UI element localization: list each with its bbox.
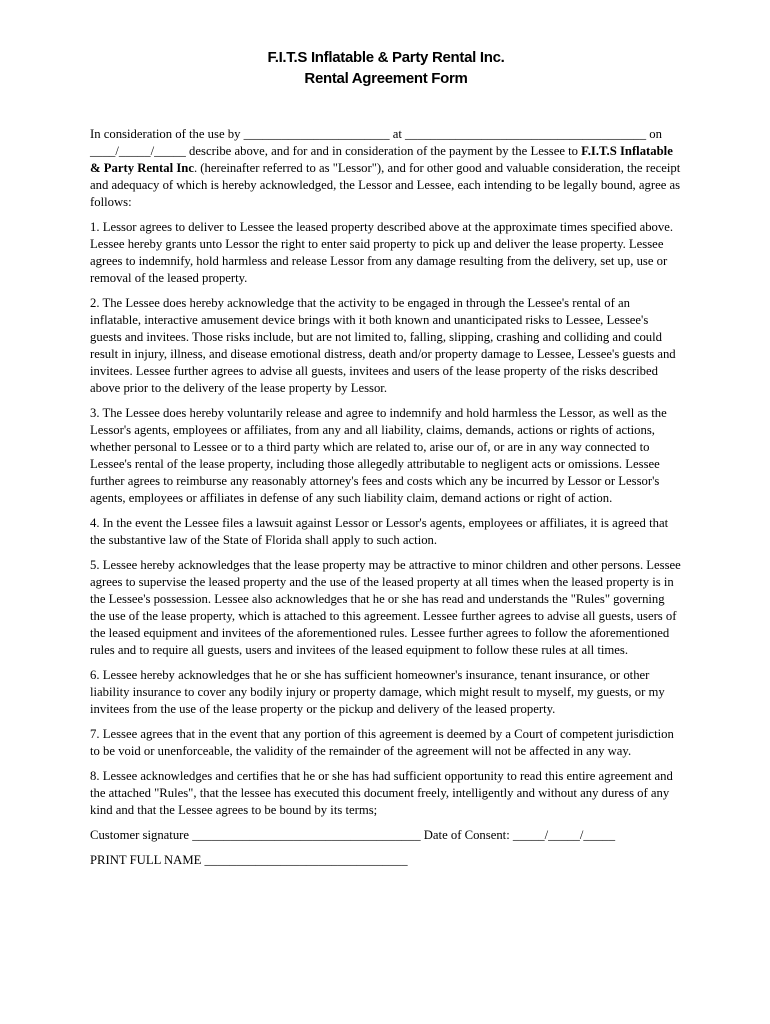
clause-2-paragraph: 2. The Lessee does hereby acknowledge that the activity to be engaged in through the Lessee's rental of an inflatable, interactive amusement device brings with it both known and unanticipated risks to Lessee, Lessee's guests and invitees. Those risks include, but are not limited to, falling, slipping, crashing and colliding and could result in injury, illness, and disease emotional distress, death and/or property damage to Lessee, Lessee's guests and invitees. Lessee further agrees to advise all guests, invitees and users of the lease property of the risks described above prior to the delivery of the lease property by Lessor. (90, 296, 676, 395)
clause-1-paragraph: 1. Lessor agrees to deliver to Lessee the leased property described above at the approximate times specified above. Lessee hereby grants unto Lessor the right to enter said property to pick up and deliver the lease property. Lessee agrees to indemnify, hold harmless and release Lessor from any damage resulting from the delivery, set up, use or removal of the leased property. (90, 220, 674, 285)
intro-text-5: . (hereinafter referred to as "Lessor"), and for other good and valuable consideration, the receipt and adequacy of which is hereby acknowledged, the Lessor and Lessee, each intending to be legally bound, agree as follows: (90, 161, 681, 209)
intro-text-4: describe above, and for and in consideration of the payment by the Lessee to (185, 144, 582, 158)
clause-6-paragraph: 6. Lessee hereby acknowledges that he or she has sufficient homeowner's insurance, tenant insurance, or other liability insurance to cover any bodily injury or property damage, which might result to myself, my guests, or my invitees from the use of the lease property or the pickup and delivery of the leased property. (90, 668, 665, 716)
date-of-consent-blank[interactable]: _____/_____/_____ (512, 828, 616, 842)
intro-text-3: on (646, 127, 662, 141)
print-name-row (90, 852, 682, 869)
document-title (90, 47, 682, 89)
signature-row (90, 827, 682, 844)
clause-3-paragraph: 3. The Lessee does hereby voluntarily release and agree to indemnify and hold harmless the Lessor, as well as the Lessor's agents, employees or affiliates, from any and all liability, claims, demands, actions or rights of actions, whether personal to Lessee or to a third party which are related to, arise our of, or are in any way connected to Lessee's rental of the lease property, including those allegedly attributable to negligent acts or omissions. Lessee further agrees to reimburse any reasonably attorney's fees and costs which any be incurred by Lessor or Lessor's agents, employees or affiliates in defense of any such liability claim, demand actions or right of action. (90, 406, 667, 505)
company-name-heading: F.I.T.S Inflatable & Party Rental Inc. (267, 49, 505, 66)
intro-text-2: at (389, 127, 406, 141)
lessee-name-blank[interactable]: _______________________ (243, 127, 390, 141)
location-blank[interactable]: ______________________________________ (405, 127, 647, 141)
rental-date-blank[interactable]: ____/_____/_____ (90, 144, 186, 158)
intro-text-1: In consideration of the use by (90, 127, 244, 141)
print-full-name-blank[interactable]: ________________________________ (204, 853, 408, 867)
intro-paragraph (90, 126, 682, 211)
company-name-bold: F.I.T.S Inflatable & Party Rental Inc (90, 144, 673, 175)
form-name-heading: Rental Agreement Form (304, 70, 468, 87)
customer-signature-blank[interactable]: ____________________________________ (192, 828, 421, 842)
print-full-name-label: PRINT FULL NAME (90, 853, 205, 867)
clause-7-paragraph: 7. Lessee agrees that in the event that any portion of this agreement is deemed by a Court of competent jurisdiction to be void or unenforceable, the validity of the remainder of the agreement will not be affected in any way. (90, 727, 674, 758)
clause-5-paragraph: 5. Lessee hereby acknowledges that the lease property may be attractive to minor children and other persons. Lessee agrees to supervise the leased property and the use of the leased property at all times when the leased property is in the Lessee's possession. Lessee also acknowledges that he or she has read and understands the "Rules" governing the use of the lease property, which is attached to this agreement. Lessee further agrees to advise all guests, users of the leased equipment and invitees of the aforementioned rules. Lessee further agrees to follow the aforementioned rules and to require all guests, users and invitees of the leased equipment to follow these rules at all times. (90, 558, 681, 657)
date-of-consent-label: Date of Consent: (420, 828, 513, 842)
clause-8-paragraph: 8. Lessee acknowledges and certifies that he or she has had sufficient opportunity to read this entire agreement and the attached "Rules", that the lessee has executed this document freely, intelligently and without any duress of any kind and that the Lessee agrees to be bound by its terms; (90, 769, 673, 817)
clause-4-paragraph: 4. In the event the Lessee files a lawsuit against Lessor or Lessor's agents, employees or affiliates, it is agreed that the substantive law of the State of Florida shall apply to such action. (90, 516, 669, 547)
customer-signature-label: Customer signature (90, 828, 193, 842)
